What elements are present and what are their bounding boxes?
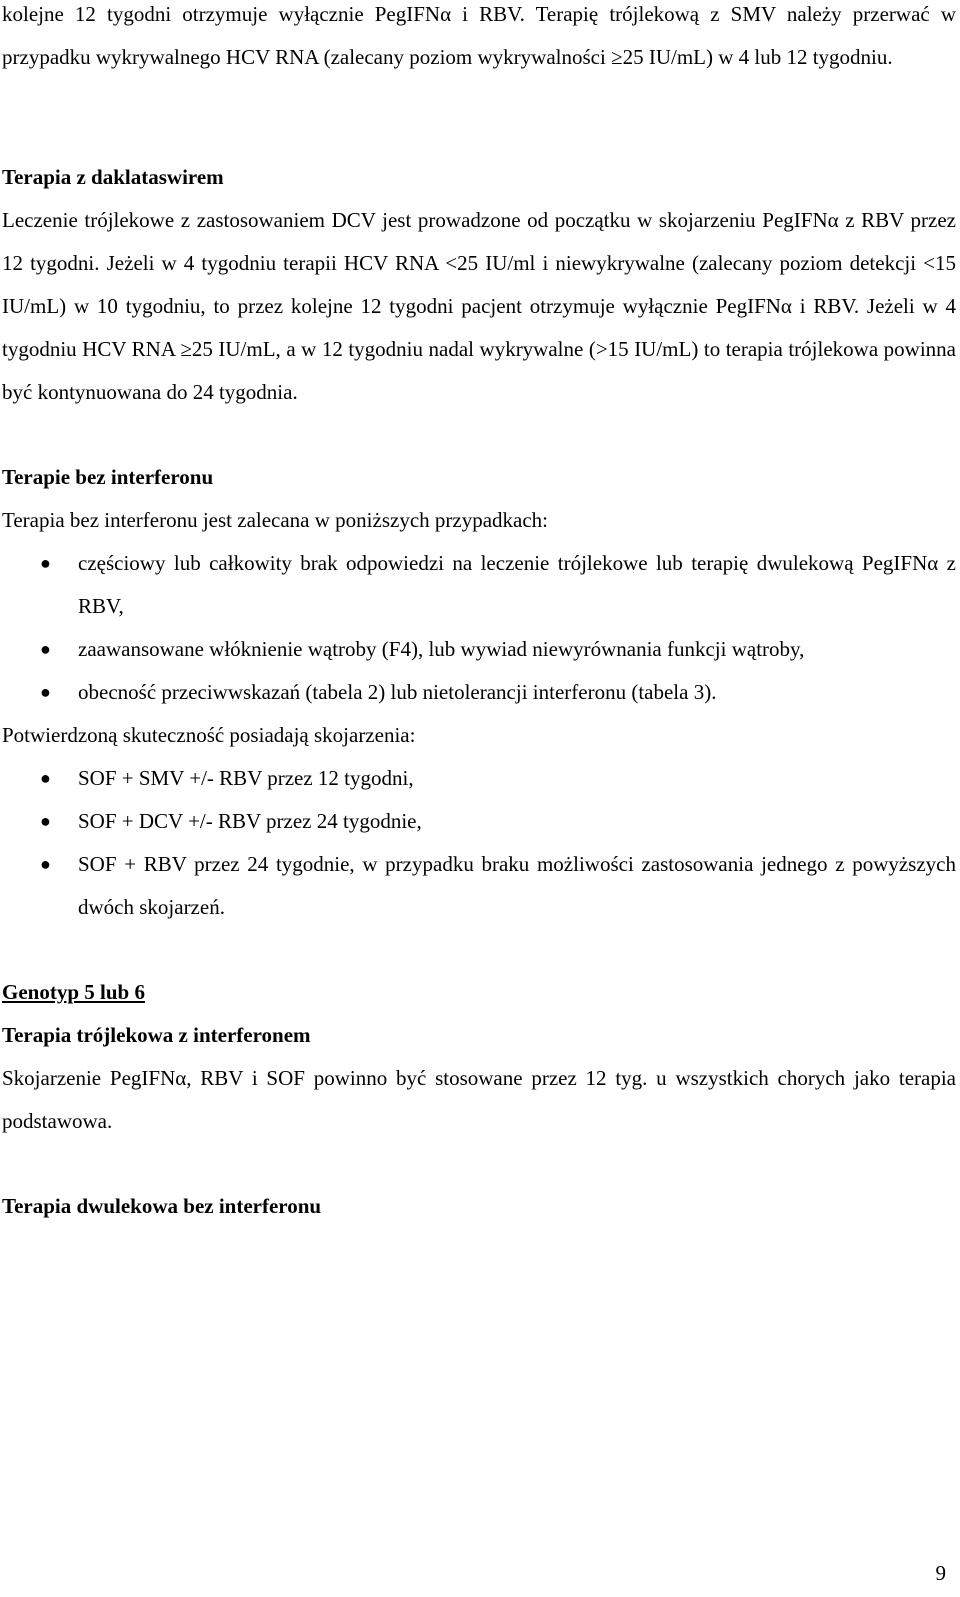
combos-list: [2, 757, 956, 929]
spacer: [2, 79, 956, 156]
list-item-text: SOF + DCV +/- RBV przez 24 tygodnie,: [78, 809, 422, 833]
list-item: [2, 843, 956, 929]
bullet-icon: ●: [40, 811, 51, 831]
spacer: [2, 1143, 956, 1185]
intro-paragraph: kolejne 12 tygodni otrzymuje wyłącznie PegIFNα i RBV. Terapię trójlekową z SMV należy przerwać w przypadku wykrywalnego HCV RNA (zalecany poziom wykrywalności ≥25 IU/mL) w 4 lub 12 tygodniu.: [2, 2, 956, 69]
heading-daklataswir: Terapia z daklataswirem: [2, 165, 224, 189]
combos-intro: Potwierdzoną skuteczność posiadają skojarzenia:: [2, 723, 416, 747]
indications-list: [2, 542, 956, 714]
genotyp-paragraph: Skojarzenie PegIFNα, RBV i SOF powinno być stosowane przez 12 tyg. u wszystkich chorych jako terapia podstawowa.: [2, 1066, 956, 1133]
list-item-text: zaawansowane włóknienie wątroby (F4), lub wywiad niewyrównania funkcji wątroby,: [78, 637, 805, 661]
heading-genotyp: Genotyp 5 lub 6: [2, 980, 145, 1004]
daklataswir-paragraph: Leczenie trójlekowe z zastosowaniem DCV jest prowadzone od początku w skojarzeniu PegIFNα z RBV przez 12 tygodni. Jeżeli w 4 tygodniu terapii HCV RNA <25 IU/ml i niewykrywalne (zalecany poziom detekcji <15 IU/mL) w 10 tygodniu, to przez kolejne 12 tygodni pacjent otrzymuje wyłącznie PegIFNα i RBV. Jeżeli w 4 tygodniu HCV RNA ≥25 IU/mL, a w 12 tygodniu nadal wykrywalne (>15 IU/mL) to terapia trójlekowa powinna być kontynuowana do 24 tygodnia.: [2, 208, 956, 404]
spacer: [2, 414, 956, 456]
list-item-text: obecność przeciwwskazań (tabela 2) lub nietolerancji interferonu (tabela 3).: [78, 680, 717, 704]
heading-terapia-trojlekowa: Terapia trójlekowa z interferonem: [2, 1023, 311, 1047]
bullet-icon: ●: [40, 682, 51, 702]
list-item-text: SOF + RBV przez 24 tygodnie, w przypadku braku możliwości zastosowania jednego z powyższych dwóch skojarzeń.: [78, 852, 956, 919]
list-item-text: częściowy lub całkowity brak odpowiedzi na leczenie trójlekowe lub terapię dwulekową PegIFNα z RBV,: [78, 551, 956, 618]
bullet-icon: ●: [40, 553, 51, 573]
bullet-icon: ●: [40, 768, 51, 788]
list-item: [2, 628, 956, 671]
list-item-text: SOF + SMV +/- RBV przez 12 tygodni,: [78, 766, 414, 790]
list-item: [2, 671, 956, 714]
indications-intro: Terapia bez interferonu jest zalecana w poniższych przypadkach:: [2, 508, 548, 532]
list-item: [2, 542, 956, 628]
spacer: [2, 929, 956, 971]
bullet-icon: ●: [40, 854, 51, 874]
heading-terapia-dwulekowa: Terapia dwulekowa bez interferonu: [2, 1194, 322, 1218]
heading-terapie-bez-interferonu: Terapie bez interferonu: [2, 465, 214, 489]
list-item: [2, 800, 956, 843]
list-item: [2, 757, 956, 800]
page-number: 9: [935, 1561, 946, 1585]
bullet-icon: ●: [40, 639, 51, 659]
